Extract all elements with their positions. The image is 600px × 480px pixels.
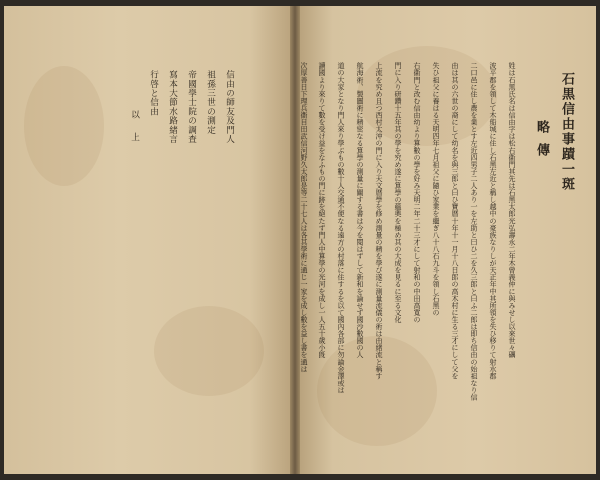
body-column: 航海術、製圖術に精密なる算學の測量に關する書は今を閱はずして新和を論せず國沙數國の人 (356, 62, 364, 359)
body-column: 失ひ祖父に養はる天明四年七月祖父に隨ひ家業を繼ぎ八十八石九斗を領し石黑の (432, 62, 440, 316)
body-column: 由は其の六世の裔にして幼名を與三郎と曰ひ寶暦十年十一月十八日郎の高木村に生る三才にして父を (451, 62, 459, 380)
chapter-title: 石黒信由事蹟一斑 (559, 72, 574, 192)
toc-entry: 帝國學士院の調査 (186, 70, 197, 144)
body-column: 二口邑に住し農を業とす左近四男子二人あり一を左助と曰ひ二を久三郎と曰ふ二郎は即ち信由の始祖なり信 (470, 62, 478, 401)
body-column: 上流を究め且つ西村太沖の門に入り天文暦學を修め測量の精を學び遂に測量流儀の術は由緒流と稱す (375, 62, 383, 380)
toc-entry: 行啓と信由 (148, 70, 159, 116)
book-spine (290, 6, 300, 474)
body-column: 姓は石黑氏名は信由字は松右衞門其先は石黑太郎光弘壽永二年木曾義仲に與みせし以來世々礪 (508, 62, 516, 359)
toc-end-mark: 以上 (129, 110, 140, 156)
body-column: 讀國より來りて數を受け益をなふもの門に跡を絕たず門人中算學の光河を成し一人五十歲小旣 (318, 62, 326, 359)
body-column: 次厚善日下理兵衞目田武信河野久太郎是等二十七人は各其學術に通じ一家を成し數を益し書を通は (300, 62, 308, 373)
paper-stain (154, 306, 264, 396)
toc-entry: 寫本大節水路緒言 (167, 70, 178, 144)
body-column: 波平郡を領して木船城に住し石黑左近と稱し越中の豪族なりしが天正年中其所領を失ひ移りて射水郡 (489, 62, 497, 380)
section-heading: 略傳 (534, 120, 549, 166)
body-column: 右衞門と改む信由幼より算數の學を好み天明二年二十三才にして射和の中田高寬の (413, 62, 421, 323)
body-column: 門に入り研鑽十五年其の學を究め遂に算學の蘊奧を極め其の大成を見るに至る文化 (394, 62, 402, 323)
body-column: 道の大家となり門人來り學ぶもの數十人交通不便なる遠方の村落に住するを以て國內各部に勿論金澤或は (337, 62, 345, 394)
paper-stain (24, 66, 104, 186)
toc-entry: 信由の師友及門人 (224, 70, 235, 144)
toc-entry: 祖孫三世の測定 (205, 70, 216, 135)
